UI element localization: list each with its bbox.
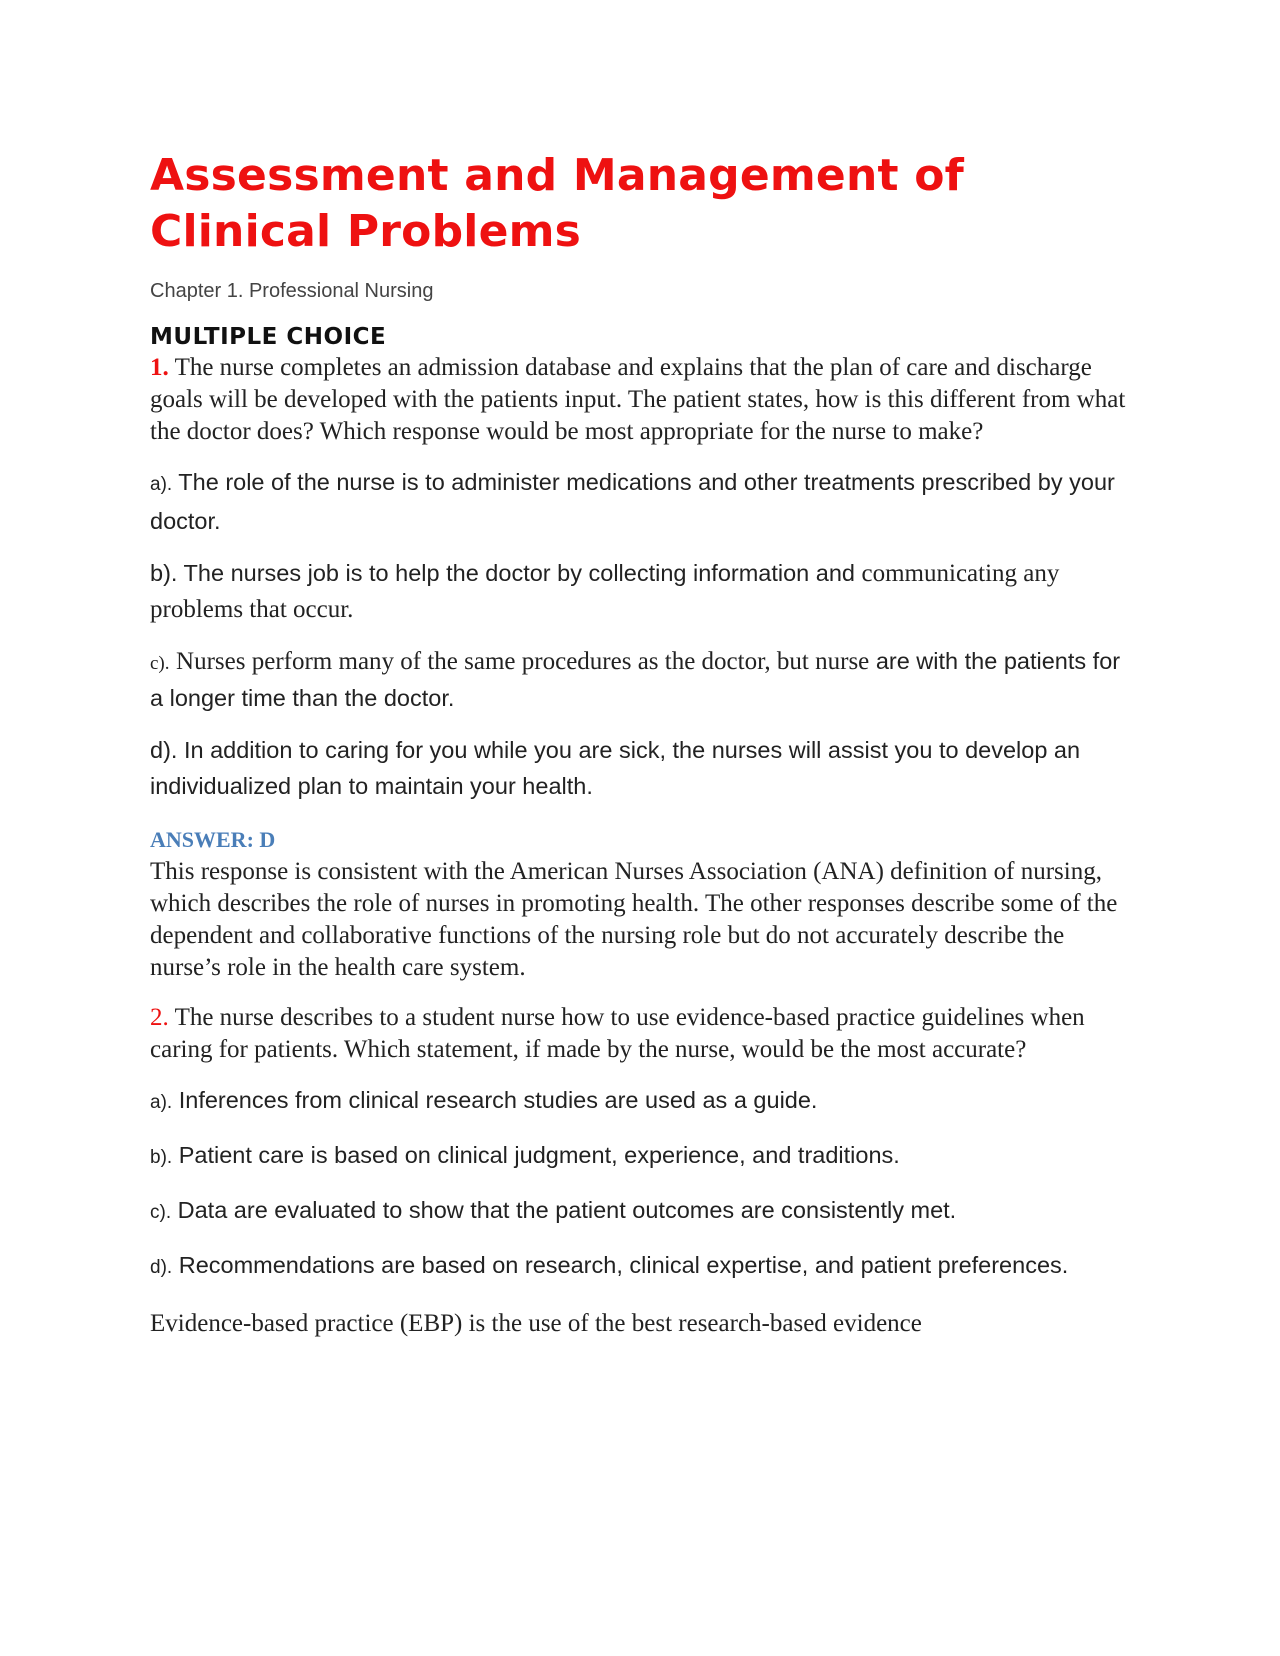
option-d [150, 732, 1135, 804]
option-prefix: a). [150, 1092, 173, 1113]
question-number: 2. [150, 1004, 169, 1031]
question-text: The nurse describes to a student nurse how to use evidence-based practice guidelines when caring for patients. Which statement, if made by the nurse, would be the most accurate? [150, 1004, 1085, 1063]
option-text-continued: communicating any problems that occur. [150, 560, 1060, 623]
option-prefix: b). [150, 560, 178, 586]
option-text: Recommendations are based on research, clinical expertise, and patient preferences. [178, 1252, 1069, 1278]
option-text: Inferences from clinical research studies are used as a guide. [178, 1087, 818, 1113]
option-text: are with the patients for a longer time than the doctor. [150, 648, 1121, 711]
option-prefix: d). [150, 737, 178, 763]
option-text: The role of the nurse is to administer medications and other treatments prescribed by your doctor. [150, 469, 1115, 534]
section-heading: MULTIPLE CHOICE [150, 324, 387, 350]
rationale-text: This response is consistent with the American Nurses Association (ANA) definition of nursing, which describes the role of nurses in promoting health. The other responses describe some of the dependent and collaborative functions of the nursing role but do not accurately describe the nurse’s role in the health care system. [150, 858, 1118, 981]
option-b [150, 555, 1135, 627]
document-page [150, 148, 1135, 1365]
option-d [150, 1247, 1135, 1286]
option-text: The nurses job is to help the doctor by collecting information and [183, 560, 855, 586]
chapter-subtitle: Chapter 1. Professional Nursing [150, 280, 434, 302]
option-c [150, 643, 1135, 716]
option-text: In addition to caring for you while you are sick, the nurses will assist you to develop an individualized plan to maintain your health. [150, 737, 1081, 799]
option-c [150, 1192, 1135, 1231]
question-number: 1. [150, 354, 169, 381]
option-text-serif: Nurses perform many of the same procedures as the doctor, but nurse [176, 648, 870, 675]
option-b [150, 1137, 1135, 1176]
option-prefix: c). [150, 1202, 172, 1223]
rationale-text: Evidence-based practice (EBP) is the use of the best research-based evidence [150, 1310, 922, 1337]
question-1 [150, 352, 1135, 448]
option-a [150, 1082, 1135, 1121]
question-text: The nurse completes an admission database and explains that the plan of care and discharge goals will be developed with the patients input. The patient states, how is this different from what the doctor does? Which response would be most appropriate for the nurse to make? [150, 354, 1126, 445]
question-2 [150, 1002, 1135, 1066]
option-prefix: a). [150, 474, 173, 495]
option-text: Patient care is based on clinical judgment, experience, and traditions. [178, 1142, 900, 1168]
option-text: Data are evaluated to show that the patient outcomes are consistently met. [177, 1197, 957, 1223]
option-prefix: b). [150, 1147, 173, 1168]
document-title: Assessment and Management of Clinical Problems [150, 150, 965, 257]
option-a [150, 464, 1135, 539]
answer-label: ANSWER: D [150, 827, 276, 852]
option-prefix: c). [150, 653, 170, 674]
option-prefix: d). [150, 1257, 173, 1278]
